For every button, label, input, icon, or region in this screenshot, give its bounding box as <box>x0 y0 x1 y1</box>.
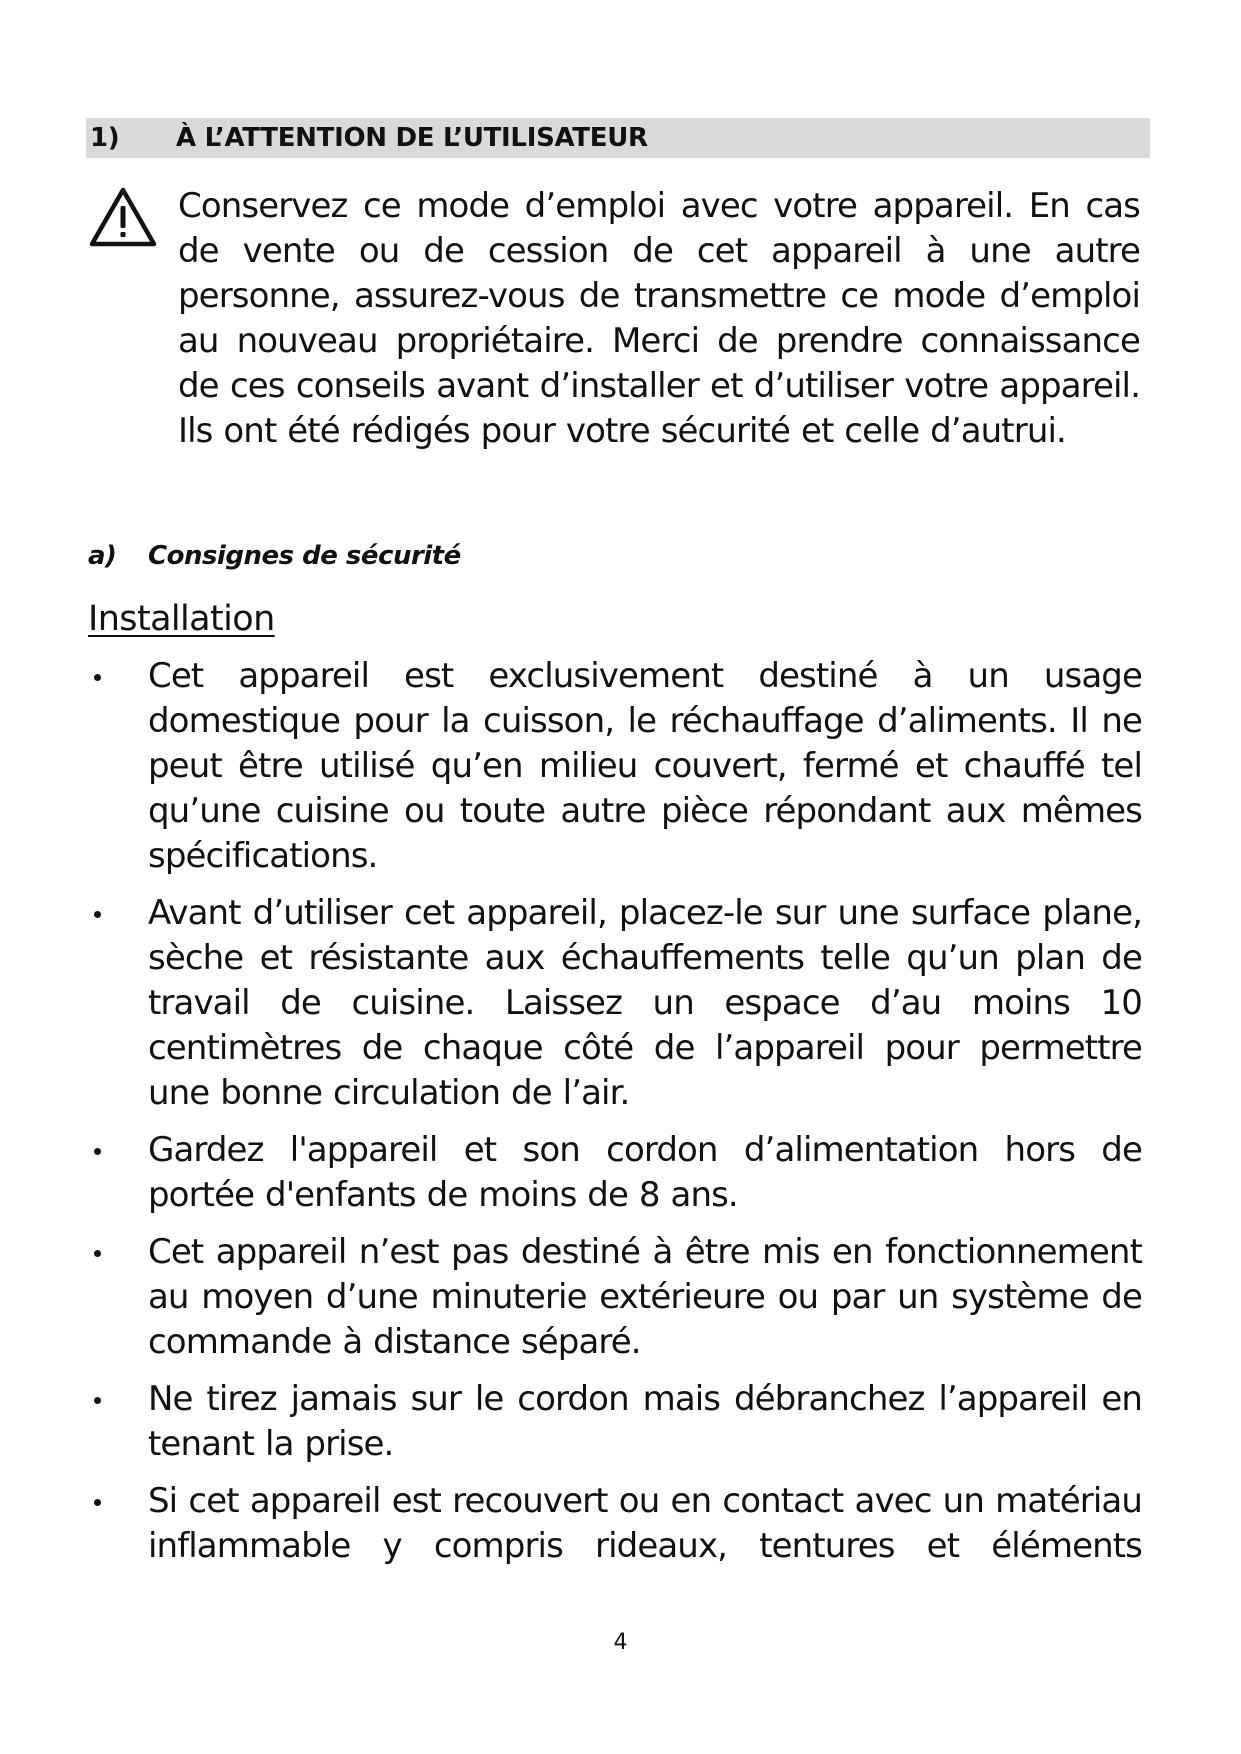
warning-triangle-icon <box>88 186 158 248</box>
subsection-title: Consignes de sécurité <box>148 541 461 571</box>
list-item-text: Cet appareil n’est pas destiné à être mis en fonctionnement au moyen d’une minuterie extérieure ou par un système de commande à distance séparé. <box>148 1232 1142 1362</box>
bullet-icon <box>94 1499 101 1506</box>
subsection-letter: a) <box>88 541 117 571</box>
list-item-text: Si cet appareil est recouvert ou en contact avec un matériau inflammable y compris rideaux, tentures et éléments <box>148 1481 1142 1566</box>
warning-text: Conservez ce mode d’emploi avec votre appareil. En cas de vente ou de cession de cet appareil à une autre personne, assurez-vous de transmettre ce mode d’emploi au nouveau propriétaire. Merci de prendre connaissance de ces conseils avant d’installer et d’utiliser votre appareil. Ils ont été rédigés pour votre sécurité et celle d’autrui. <box>178 186 1140 451</box>
installation-list <box>88 654 1142 1569</box>
bullet-icon <box>94 911 101 918</box>
list-item-text: Ne tirez jamais sur le cordon mais débranchez l’appareil en tenant la prise. <box>148 1379 1142 1464</box>
list-item <box>88 1479 1142 1569</box>
list-item-text: Cet appareil est exclusivement destiné à un usage domestique pour la cuisson, le réchauffage d’aliments. Il ne peut être utilisé qu’en milieu couvert, fermé et chauffé tel qu’une cuisine ou toute autre pièce répondant aux mêmes spécifications. <box>148 656 1142 876</box>
bullet-icon <box>94 1148 101 1155</box>
list-item <box>88 1377 1142 1467</box>
list-item <box>88 891 1142 1116</box>
bullet-icon <box>94 674 101 681</box>
list-item-text: Avant d’utiliser cet appareil, placez-le sur une surface plane, sèche et résistante aux échauffements telle qu’un plan de travail de cuisine. Laissez un espace d’au moins 10 centimètres de chaque côté de l’appareil pour permettre une bonne circulation de l’air. <box>148 893 1142 1113</box>
section-header <box>86 118 1150 158</box>
page-number: 4 <box>613 1630 628 1655</box>
list-item <box>88 1128 1142 1218</box>
list-item-text: Gardez l'appareil et son cordon d’alimentation hors de portée d'enfants de moins de 8 ans. <box>148 1130 1142 1215</box>
subsection-heading <box>88 538 461 574</box>
installation-heading: Installation <box>88 599 275 639</box>
list-item <box>88 654 1142 879</box>
bullet-icon <box>94 1397 101 1404</box>
section-number: 1) <box>90 123 120 153</box>
bullet-icon <box>94 1250 101 1257</box>
section-title: À L’ATTENTION DE L’UTILISATEUR <box>176 123 648 153</box>
list-item <box>88 1230 1142 1365</box>
